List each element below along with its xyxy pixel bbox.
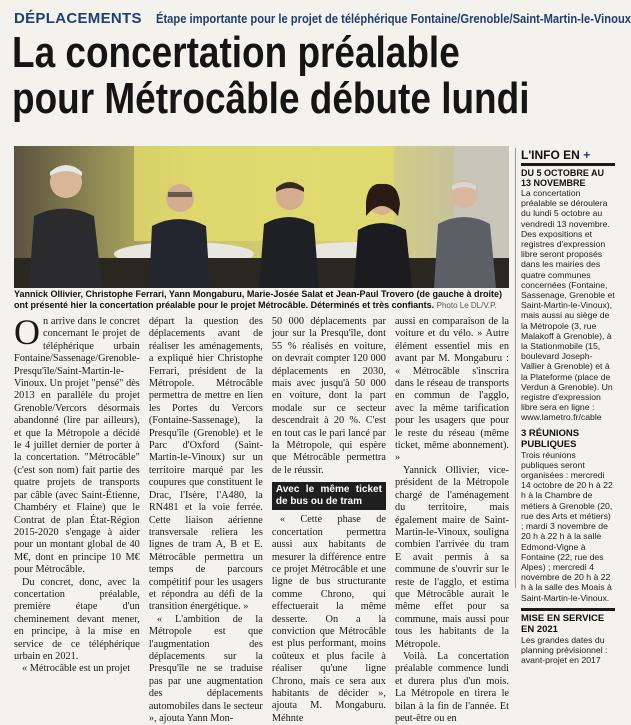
sidebar-subtitle-2: MISE EN SERVICE EN 2021: [521, 608, 615, 635]
sidebar-text-2: Trois réunions publiques seront organisées : mercredi 14 octobre de 20 h à 22 h à la Chambre de métiers à Grenoble (20, rue des Arts et métiers) ; mardi 3 novembre de 20 h à 22 h à la salle Edmond-Vigne à Fontaine (22, rue des Alpes) ; mercredi 4 novembre de 20 h à 22 h à la salle des Moais à Saint-Martin-le-Vinoux.: [521, 449, 613, 603]
sidebar-date: DU 5 OCTOBRE AU 13 NOVEMBRE: [521, 168, 605, 188]
headline-line-1: La concertation préalable: [12, 28, 460, 77]
info-sidebar: [515, 148, 615, 666]
paragraph: « Cette phase de concertation permettra aussi aux habitants de mesurer la différence entre ce projet Métrocâble et une ligne de bus structurante comme Chrono, qui effectuerait la même desserte. On a la conviction que Métrocâble est plus performant, moins coûteux et plus facile à réaliser qu'une ligne Chrono, mais ce sera aux habitants de décider », ajouta M. Mongaburu. Méhnte: [271, 514, 386, 724]
article-column-1: [14, 312, 140, 675]
sidebar-title-text: L'INFO EN: [521, 148, 580, 162]
press-photo-illustration: [14, 146, 509, 288]
sidebar-text-3: Les grandes dates du planning prévisionnel : avant-projet en 2017: [521, 634, 608, 666]
paragraph: Yannick Ollivier, vice-président de la Métropole chargé de l'aménagement du territoire, mais également maire de Saint-Martin-le-Vinoux, souligna combien l'arrivée du tram E avait permis à sa commune de s'ouvrir sur le reste de l'agglo, et estima que Métrocâble aurait le même effet pour sa commune, mais aussi pour tous les habitants de la Métropole.: [394, 464, 509, 650]
article-column-3: [271, 316, 386, 724]
article-column-2: [148, 316, 263, 724]
section-kicker: DÉPLACEMENTS: [14, 9, 142, 27]
sidebar-subtitle-1: 3 RÉUNIONS PUBLIQUES: [521, 427, 580, 450]
headline: [12, 28, 530, 123]
header-row: [14, 6, 631, 30]
paragraph: aussi en comparaison de la voiture et du vélo. » Autre élément essentiel mis en avant par M. Mongaburu : « Métrocâble s'inscrira dans le réseau de transports en commun de l'agglo, avec la même tarification pour les usagers que pour le reste du réseau (même ticket, même abonnement). »: [394, 316, 509, 464]
paragraph: [14, 312, 140, 577]
press-photo: [14, 146, 509, 288]
article-column-4: [394, 316, 509, 724]
paragraph: « L'ambition de la Métropole est que l'augmentation des déplacements sur la Presqu'île ne se traduise pas par une augmentation des déplacements automobiles dans le secteur », ajouta Yann Mon-: [148, 613, 263, 724]
paragraph: 50 000 déplacements par jour sur la Presqu'île, dont 55 % réalisés en voiture, on devrait compter 120 000 déplacements en 2030, mais avec jusqu'à 50 000 en voiture, dont la part modale sur ce secteur descendrait à 20 %. C'est en tout cas le pari lancé par la Métropole, qui espère que Métrocâble permettra de le réussir.: [271, 316, 386, 476]
paragraph: Du concret, donc, avec la concertation préalable, première étape d'un cheminement devant mener, en principe, à la mise en service de ce téléphérique urbain en 2021.: [14, 576, 140, 662]
sidebar-text-1: La concertation préalable se déroulera du lundi 5 octobre au vendredi 13 novembre. Des expositions et registres d'expression libre seront proposés dans les mairies des quatre communes concernées (Fontaine, Sassenage, Grenoble et Saint-Martin-le-Vinoux), mais aussi au siège de la Métropole (3, rue Malakoff à Grenoble), à la Stationmobile (15, boulevard Joseph-Vallier à Grenoble) et à la Plateforme (place de Verdun à Grenoble). Un registre d'expression libre sera en ligne : www.lametro.fr/cable: [521, 188, 615, 423]
sidebar-title: [521, 148, 615, 166]
subhead: Étape importante pour le projet de téléphérique Fontaine/Grenoble/Saint-Martin-le-Vinoux: [155, 10, 631, 26]
paragraph: départ la question des déplacements avant de réaliser les aménagements, a expliqué hier Christophe Ferrari, président de la Métropole. Métrocâble permettra de mettre en lien les Portes du Vercors (Fontaine-Sassenage), la Presqu'île (Grenoble) et le Parc d'Oxford (Saint-Martin-le-Vinoux) sur un territoire marqué par les coupures que constituent le Drac, l'Isère, l'A480, la RN481 et la voie ferrée. Cette liaison aérienne transversale reliera les lignes de tram A, B et E. Métrocâble permettra un temps de parcours compétitif pour les usagers et répondra au défi de la transition énergétique. »: [148, 316, 263, 613]
paragraph-text: n arrive dans le concret concernant le projet de téléphérique urbain Fontaine/Sassenage/Grenoble-Presqu'île/Saint-Martin-le-Vinoux. Un projet "pensé" dès 2013 en parallèle du projet Grenoble/Vercors désormais abandonné (lire par ailleurs), et que la Métropole a décidé le 4 juillet dernier de porter à la concertation. "Métrocâble" (c'est son nom) fait partie des quatre projets de transports par câble (avec Saint-Étienne, Chambéry et Flaine) que le Contrat de plan État-Région 2015-2020 s'engage à aider pour un montant global de 40 M€, dont en principe 10 M€ pour Métrocâble.: [14, 316, 140, 576]
photo-credit: Photo Le DL/V.P.: [436, 301, 497, 310]
plus-icon: +: [583, 148, 591, 162]
caption-text: Yannick Ollivier, Christophe Ferrari, Yann Mongaburu, Marie-Josée Salat et Jean-Paul Trovero (de gauche à droite) ont présenté hier la concertation préalable pour le projet Métrocâble. Déterminés et très confiants.: [14, 289, 502, 310]
photo-caption: [14, 289, 509, 311]
article-body: [14, 312, 509, 724]
headline-line-2: pour Métrocâble débute lundi: [12, 74, 530, 123]
inter-title: Avec le même ticket de bus ou de tram: [272, 482, 386, 510]
paragraph: Voilà. La concertation préalable commence lundi et durera plus d'un mois. La Métropole en tirera le bilan à la fin de l'année. Et peut-être ou en: [394, 650, 509, 724]
drop-cap: O: [14, 312, 40, 352]
paragraph: « Métrocâble est un projet: [22, 663, 131, 675]
